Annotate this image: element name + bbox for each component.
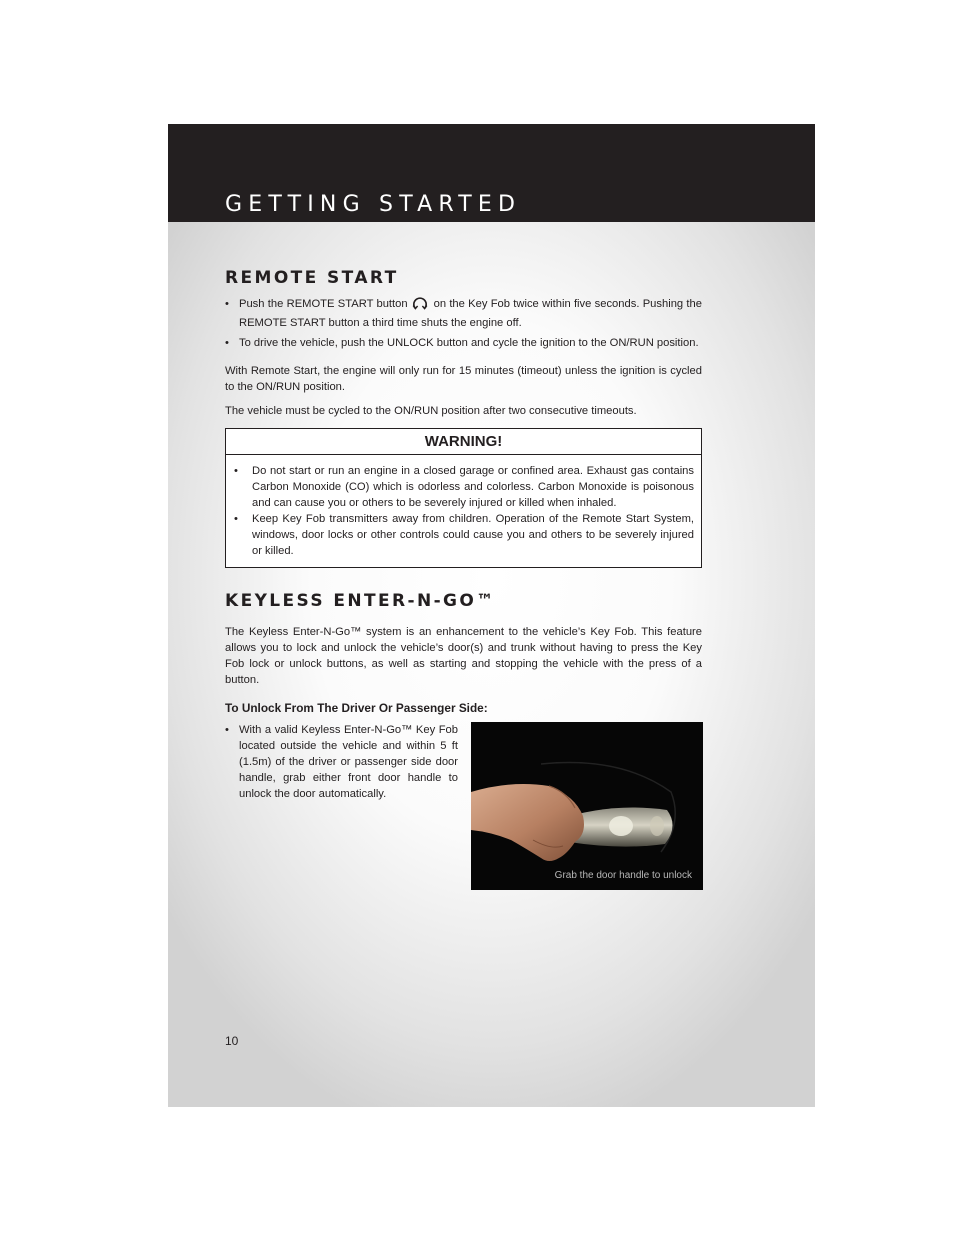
- door-handle-image: [471, 722, 703, 890]
- unlock-section: [225, 722, 702, 897]
- page-title: GETTING STARTED: [225, 192, 522, 217]
- warning-box: [225, 428, 702, 568]
- bullet-text: on the Key Fob twice within five seconds. Pushing the REMOTE START button a third time shuts the engine off.: [239, 298, 702, 329]
- page: [168, 124, 815, 1107]
- warning-list: [226, 463, 701, 559]
- bullet-text: Push the REMOTE START button: [239, 298, 408, 310]
- unlock-bullets: [225, 722, 458, 802]
- page-number: 10: [225, 1034, 239, 1048]
- content: [225, 267, 702, 897]
- warning-title: WARNING!: [226, 429, 701, 455]
- unlock-subheading: To Unlock From The Driver Or Passenger Side:: [225, 701, 488, 715]
- list-item: [225, 296, 702, 331]
- unlock-text: [225, 722, 458, 806]
- list-item: • Do not start or run an engine in a closed garage or confined area. Exhaust gas contains Carbon Monoxide (CO) which is odorless and colorless. Carbon Monoxide is poisonous and can cause you or others to be severely injured or killed when inhaled.: [233, 463, 694, 511]
- body-paragraph: With Remote Start, the engine will only run for 15 minutes (timeout) unless the ignition is cycled to the ON/RUN position.: [225, 365, 702, 393]
- remote-start-bullets: [225, 296, 702, 351]
- door-handle-photo: [471, 722, 703, 890]
- keyless-heading: KEYLESS ENTER-N-GO™: [225, 591, 496, 611]
- list-item: • To drive the vehicle, push the UNLOCK button and cycle the ignition to the ON/RUN position.: [225, 335, 702, 351]
- keyless-intro: The Keyless Enter-N-Go™ system is an enhancement to the vehicle’s Key Fob. This feature allows you to lock and unlock the vehicle’s door(s) and trunk without having to press the Key Fob lock or unlock buttons, as well as starting and stopping the vehicle with the press of a button.: [225, 626, 702, 686]
- list-item: • With a valid Keyless Enter-N-Go™ Key Fob located outside the vehicle and within 5 ft (1.5m) of the driver or passenger side door handle, grab either front door handle to unlock the door automatically.: [225, 722, 458, 802]
- photo-caption: Grab the door handle to unlock: [554, 870, 692, 881]
- header-band: [168, 124, 815, 222]
- list-item: • Keep Key Fob transmitters away from children. Operation of the Remote Start System, windows, door locks or other controls could cause you and others to be severely injured or killed.: [233, 511, 694, 559]
- remote-start-heading: REMOTE START: [225, 268, 399, 288]
- remote-start-icon: [412, 296, 428, 315]
- body-paragraph: The vehicle must be cycled to the ON/RUN position after two consecutive timeouts.: [225, 405, 637, 417]
